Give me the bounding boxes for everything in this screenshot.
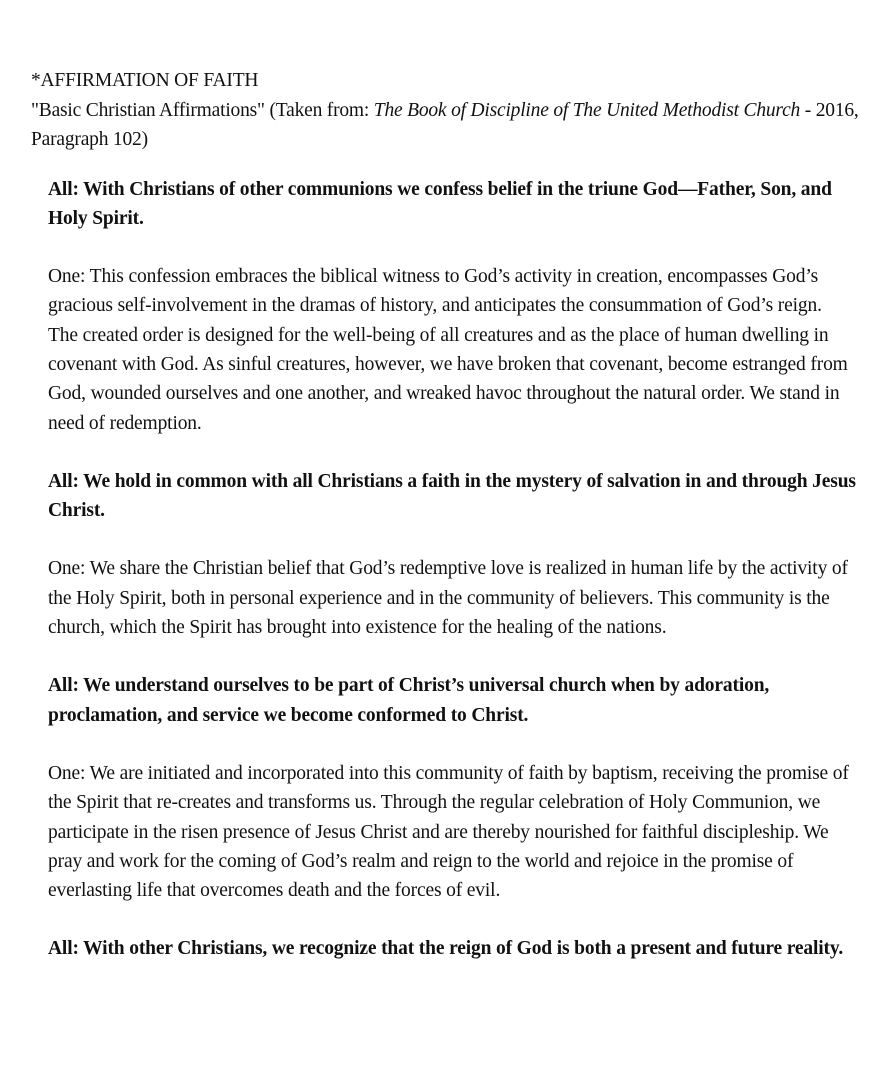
- source-citation: [31, 96, 876, 155]
- litany-one-1: One: This confession embraces the biblical witness to God’s activity in creation, encompasses God’s gracious self-involvement in the dramas of history, and anticipates the consummation of God’s reign. The created order is designed for the well-being of all creatures and as the place of human dwelling in covenant with God. As sinful creatures, however, we have broken that covenant, become estranged from God, wounded ourselves and one another, and wreaked havoc throughout the natural order. We stand in need of redemption.: [48, 266, 848, 434]
- litany-one-2: One: We share the Christian belief that God’s redemptive love is realized in human life by the activity of the Holy Spirit, both in personal experience and in the community of believers. This community is the church, which the Spirit has brought into existence for the healing of the nations.: [48, 558, 848, 639]
- source-suffix: - 2016, Paragraph 102): [31, 99, 859, 150]
- litany-all-1: All: With Christians of other communions we confess belief in the triune God—Father, Son, and Holy Spirit.: [48, 178, 832, 229]
- section-title: *AFFIRMATION OF FAITH: [31, 70, 259, 91]
- litany-all-4: All: With other Christians, we recognize that the reign of God is both a present and future reality.: [48, 938, 844, 960]
- source-prefix: "Basic Christian Affirmations" (Taken from:: [31, 99, 374, 121]
- source-book-title: The Book of Discipline of The United Methodist Church: [373, 99, 801, 121]
- litany-one-3: One: We are initiated and incorporated into this community of faith by baptism, receiving the promise of the Spirit that re-creates and transforms us. Through the regular celebration of Holy Communion, we participate in the risen presence of Jesus Christ and are thereby nourished for faithful discipleship. We pray and work for the coming of God’s realm and reign to the world and rejoice in the promise of everlasting life that overcomes death and the forces of evil.: [48, 762, 849, 902]
- litany-all-3: All: We understand ourselves to be part of Christ’s universal church when by adoration, proclamation, and service we become conformed to Christ.: [48, 675, 770, 726]
- litany-all-2: All: We hold in common with all Christians a faith in the mystery of salvation in and through Jesus Christ.: [48, 470, 856, 522]
